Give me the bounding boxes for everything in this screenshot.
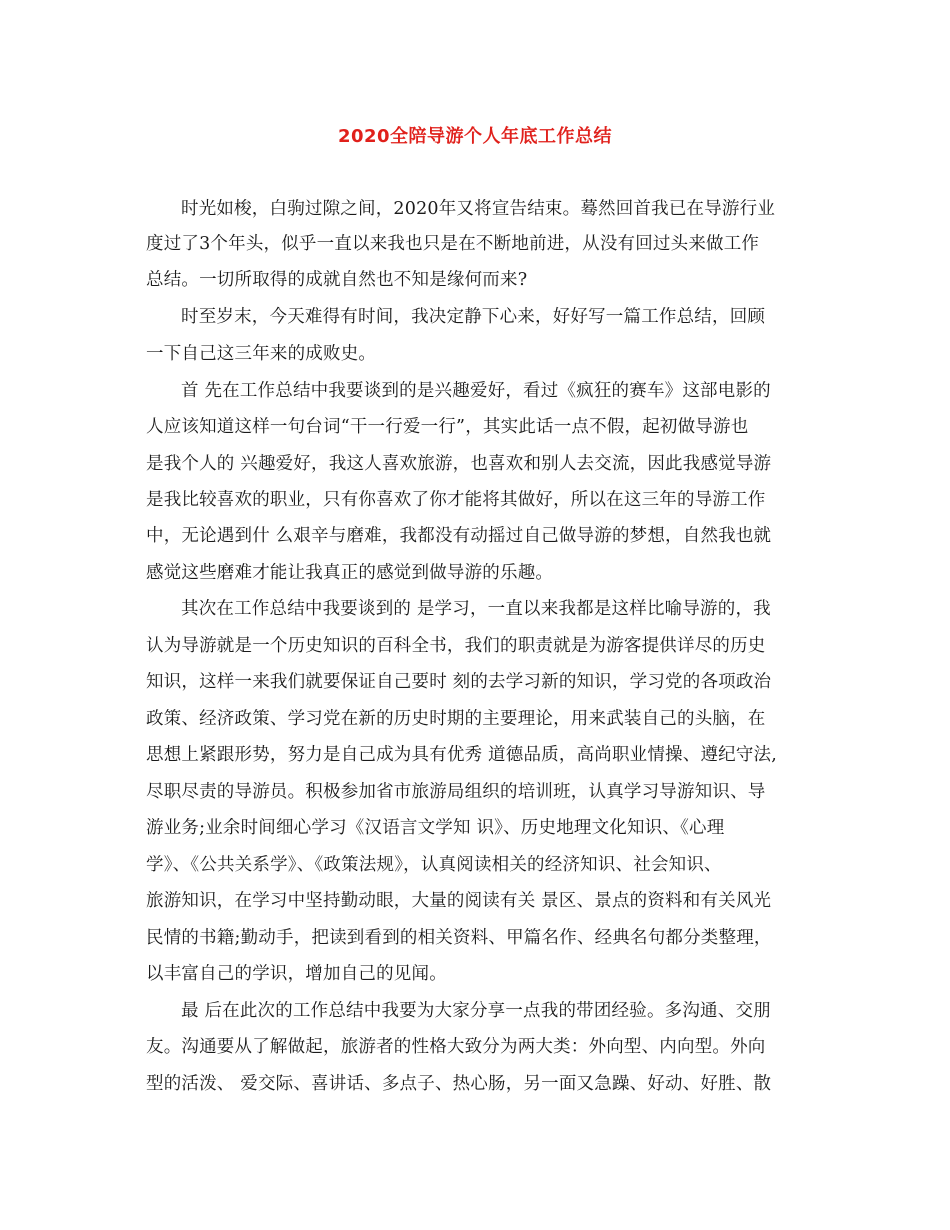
paragraph-first-line: 首 先在工作总结中我要谈到的是兴趣爱好，看过《疯狂的赛车》这部电影的 [181,381,771,401]
paragraph-line: 感觉这些磨难才能让我真正的感觉到做导游的乐趣。 [146,563,554,583]
paragraph-line: 思想上紧跟形势，努力是自己成为具有优秀 道德品质，高尚职业情操、遵纪守法, [146,745,778,765]
document-title: 2020全陪导游个人年底工作总结 [337,126,613,147]
paragraph-line: 尽职尽责的导游员。积极参加省市旅游局组织的培训班，认真学习导游知识、导 [146,782,766,802]
paragraph-line: 度过了3个年头，似乎一直以来我也只是在不断地前进，从没有回过头来做工作 [146,234,760,254]
paragraph-line: 是我个人的 兴趣爱好，我这人喜欢旅游，也喜欢和别人去交流，因此我感觉导游 [146,454,772,474]
paragraph-first-line: 时至岁末，今天难得有时间，我决定静下心来，好好写一篇工作总结，回顾 [181,307,766,327]
paragraph-line: 旅游知识，在学习中坚持勤动眼，大量的阅读有关 景区、景点的资料和有关风光 [146,891,772,911]
paragraph-line: 一下自己这三年来的成败史。 [146,344,377,364]
paragraph-first-line: 其次在工作总结中我要谈到的 是学习，一直以来我都是这样比喻导游的，我 [181,599,771,619]
paragraph-line: 友。沟通要从了解做起，旅游者的性格大致分为两大类：外向型、内向型。外向 [146,1037,766,1057]
paragraph-line: 知识，这样一来我们就要保证自己要时 刻的去学习新的知识，学习党的各项政治 [146,672,772,692]
paragraph-line: 学》、《公共关系学》、《政策法规》，认真阅读相关的经济知识、社会知识、 [146,855,722,875]
paragraph-line: 民情的书籍;勤动手，把读到看到的相关资料、甲篇名作、经典名句都分类整理， [146,928,772,948]
paragraph-line: 游业务;业余时间细心学习《汉语言文学知 识》、历史地理文化知识、《心理 [146,818,725,838]
paragraph-line: 中，无论遇到什 么艰辛与磨难，我都没有动摇过自己做导游的梦想，自然我也就 [146,526,772,546]
paragraph-first-line: 时光如梭，白驹过隙之间，2020年又将宣告结束。蓦然回首我已在导游行业 [181,199,776,219]
paragraph-line: 政策、经济政策、学习党在新的历史时期的主要理论，用来武装自己的头脑，在 [146,709,766,729]
paragraph-line: 认为导游就是一个历史知识的百科全书，我们的职责就是为游客提供详尽的历史 [146,636,766,656]
paragraph-first-line: 最 后在此次的工作总结中我要为大家分享一点我的带团经验。多沟通、交朋 [181,1001,771,1021]
paragraph-line: 人应该知道这样一句台词“干一行爱一行”，其实此话一点不假，起初做导游也 [146,417,749,437]
paragraph-line: 以丰富自己的学识，增加自己的见闻。 [146,964,447,984]
paragraph-line: 总结。一切所取得的成就自然也不知是缘何而来? [146,270,528,290]
paragraph-line: 型的活泼、 爱交际、喜讲话、多点子、热心肠，另一面又急躁、好动、好胜、散 [146,1074,772,1094]
paragraph-line: 是我比较喜欢的职业，只有你喜欢了你才能将其做好，所以在这三年的导游工作 [146,490,766,510]
